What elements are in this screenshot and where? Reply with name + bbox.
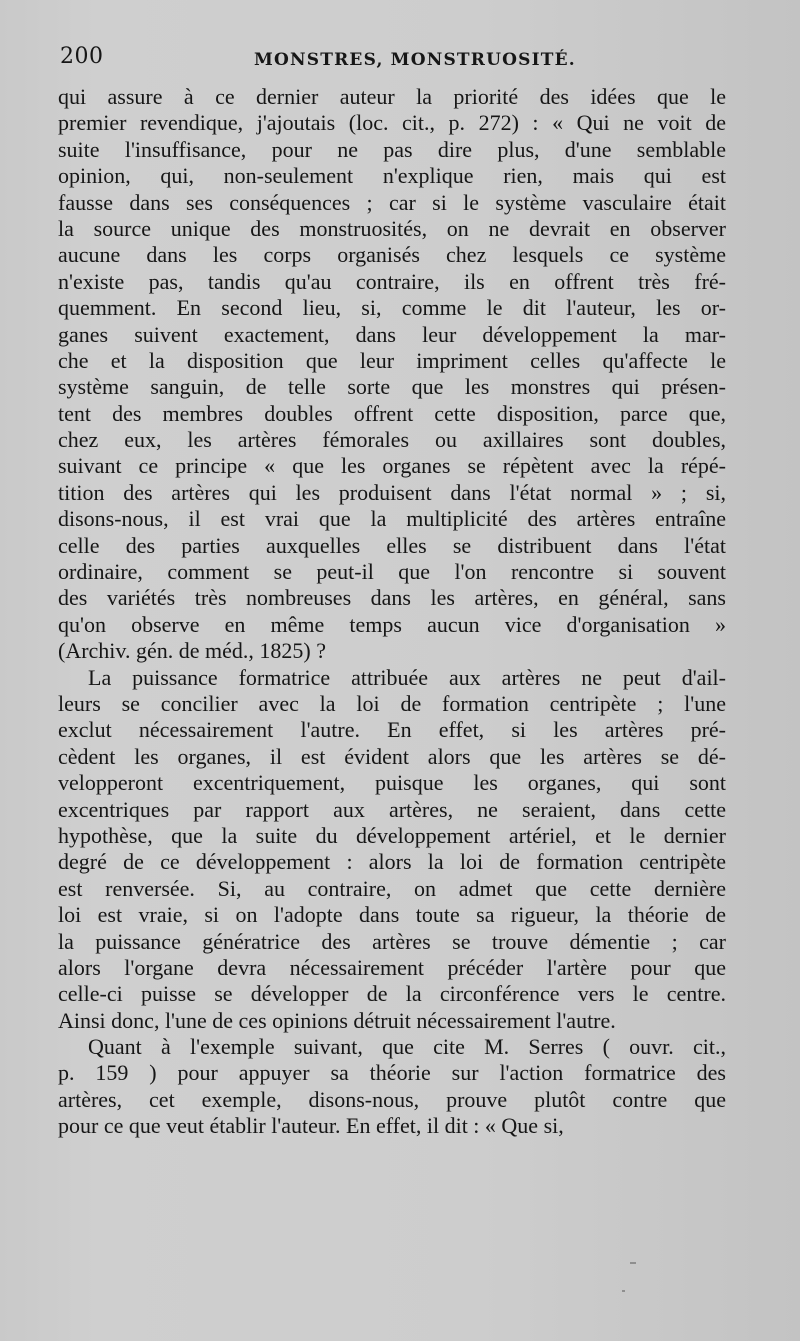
- text-line: disons-nous, il est vrai que la multiplicité des artères entraîne: [58, 506, 726, 532]
- text-line: degré de ce développement : alors la loi de formation centripète: [58, 849, 726, 875]
- page-header: [60, 44, 730, 80]
- text-line: excentriques par rapport aux artères, ne seraient, dans cette: [58, 796, 726, 822]
- text-line: suite l'insuffisance, pour ne pas dire plus, d'une semblable: [58, 136, 726, 162]
- paragraph-1: [58, 84, 726, 665]
- text-line: leurs se concilier avec la loi de formation centripète ; l'une: [58, 690, 726, 716]
- text-line: chez eux, les artères fémorales ou axillaires sont doubles,: [58, 427, 726, 453]
- text-line: tent des membres doubles offrent cette disposition, parce que,: [58, 400, 726, 426]
- text-line: celle-ci puisse se développer de la circonférence vers le centre.: [58, 981, 726, 1007]
- text-line: premier revendique, j'ajoutais (loc. cit., p. 272) : « Qui ne voit de: [58, 110, 726, 136]
- page-number: 200: [60, 44, 104, 69]
- paper-speck: [630, 1262, 636, 1264]
- text-line: velopperont excentriquement, puisque les organes, qui sont: [58, 770, 726, 796]
- text-line: quemment. En second lieu, si, comme le dit l'auteur, les or-: [58, 295, 726, 321]
- text-line: qu'on observe en même temps aucun vice d'organisation »: [58, 611, 726, 637]
- text-line: Ainsi donc, l'une de ces opinions détruit nécessairement l'autre.: [58, 1007, 616, 1033]
- text-line: cèdent les organes, il est évident alors que les artères se dé-: [58, 743, 726, 769]
- paper-speck: [622, 1290, 625, 1292]
- text-line: système sanguin, de telle sorte que les monstres qui présen-: [58, 374, 726, 400]
- text-line: la source unique des monstruosités, on ne devrait en observer: [58, 215, 726, 241]
- text-line: La puissance formatrice attribuée aux artères ne peut d'ail-: [88, 664, 726, 690]
- paragraph-2: [58, 665, 726, 1034]
- text-line: suivant ce principe « que les organes se répètent avec la répé-: [58, 453, 726, 479]
- text-line: (Archiv. gén. de méd., 1825) ?: [58, 638, 326, 664]
- text-line: qui assure à ce dernier auteur la priorité des idées que le: [58, 84, 726, 109]
- text-line: des variétés très nombreuses dans les artères, en général, sans: [58, 585, 726, 611]
- text-line: tition des artères qui les produisent dans l'état normal » ; si,: [58, 479, 726, 505]
- text-line: loi est vraie, si on l'adopte dans toute sa rigueur, la théorie de: [58, 902, 726, 928]
- text-line: pour ce que veut établir l'auteur. En effet, il dit : « Que si,: [58, 1113, 564, 1139]
- text-line: celle des parties auxquelles elles se distribuent dans l'état: [58, 532, 726, 558]
- text-line: che et la disposition que leur impriment celles qu'affecte le: [58, 347, 726, 373]
- body-text: [58, 84, 726, 1140]
- text-line: artères, cet exemple, disons-nous, prouve plutôt contre que: [58, 1086, 726, 1112]
- text-line: opinion, qui, non-seulement n'explique rien, mais qui est: [58, 163, 726, 189]
- text-line: alors l'organe devra nécessairement précéder l'artère pour que: [58, 954, 726, 980]
- running-title: MONSTRES, MONSTRUOSITÉ.: [254, 50, 576, 70]
- text-line: p. 159 ) pour appuyer sa théorie sur l'action formatrice des: [58, 1060, 726, 1086]
- text-line: exclut nécessairement l'autre. En effet, si les artères pré-: [58, 717, 726, 743]
- text-line: Quant à l'exemple suivant, que cite M. Serres ( ouvr. cit.,: [88, 1034, 726, 1060]
- text-line: aucune dans les corps organisés chez lesquels ce système: [58, 242, 726, 268]
- text-line: ganes suivent exactement, dans leur développement la mar-: [58, 321, 726, 347]
- paragraph-3: [58, 1034, 726, 1140]
- text-line: hypothèse, que la suite du développement artériel, et le dernier: [58, 822, 726, 848]
- text-line: ordinaire, comment se peut-il que l'on rencontre si souvent: [58, 559, 726, 585]
- text-line: la puissance génératrice des artères se trouve démentie ; car: [58, 928, 726, 954]
- text-line: n'existe pas, tandis qu'au contraire, ils en offrent très fré-: [58, 268, 726, 294]
- text-line: est renversée. Si, au contraire, on admet que cette dernière: [58, 875, 726, 901]
- text-line: fausse dans ses conséquences ; car si le système vasculaire était: [58, 189, 726, 215]
